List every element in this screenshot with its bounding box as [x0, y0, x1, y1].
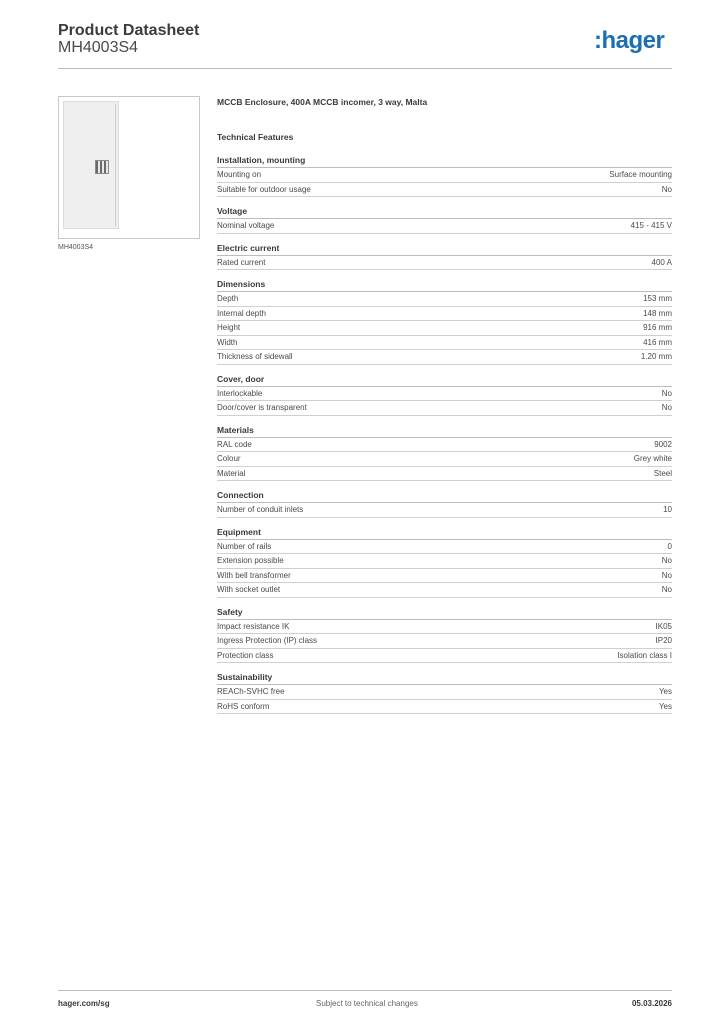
spec-label: Width	[217, 337, 238, 347]
spec-label: Door/cover is transparent	[217, 403, 307, 412]
feature-section	[217, 243, 672, 271]
product-code: MH4003S4	[58, 39, 139, 56]
door-lock-icon	[95, 160, 109, 174]
feature-section	[217, 279, 672, 365]
spec-row	[217, 554, 672, 569]
spec-value: No	[661, 556, 672, 565]
spec-label: Height	[217, 323, 241, 332]
spec-value: Grey white	[633, 454, 672, 463]
spec-value: IP20	[655, 636, 672, 645]
spec-row	[217, 438, 672, 453]
spec-label: Thickness of sidewall	[217, 352, 293, 361]
feature-section	[217, 672, 672, 714]
spec-value: No	[661, 403, 672, 412]
spec-label: With socket outlet	[217, 585, 281, 594]
spec-label: Interlockable	[217, 388, 263, 398]
spec-label: Ingress Protection (IP) class	[217, 636, 318, 645]
spec-label: Depth	[217, 294, 239, 303]
spec-label: Mounting on	[217, 170, 262, 179]
spec-row	[217, 685, 672, 700]
spec-value: No	[661, 388, 672, 398]
spec-value: 148 mm	[643, 308, 672, 318]
hager-logo	[594, 27, 664, 55]
footer-date: 05.03.2026	[631, 999, 672, 1008]
footer-website: hager.com/sg	[58, 999, 110, 1008]
spec-value: 10	[663, 505, 672, 514]
logo-mark: :	[594, 27, 602, 54]
feature-section	[217, 206, 672, 234]
spec-label: With bell transformer	[217, 570, 291, 580]
spec-label: Protection class	[217, 650, 274, 660]
section-title: Installation, mounting	[217, 155, 672, 168]
spec-row	[217, 292, 672, 307]
spec-value: 916 mm	[643, 323, 672, 332]
section-title: Materials	[217, 425, 672, 438]
spec-value: Yes	[658, 701, 672, 711]
feature-section	[217, 607, 672, 664]
spec-label: Number of conduit inlets	[217, 505, 304, 514]
section-title: Connection	[217, 490, 672, 503]
footer-notice: Subject to technical changes	[316, 999, 418, 1008]
section-title: Voltage	[217, 206, 672, 219]
technical-content	[217, 95, 672, 714]
feature-section	[217, 425, 672, 482]
spec-value: 0	[667, 541, 672, 551]
spec-label: Number of rails	[217, 541, 272, 551]
enclosure-illustration	[63, 101, 119, 229]
spec-row	[217, 387, 672, 402]
spec-value: No	[661, 585, 672, 594]
spec-row	[217, 452, 672, 467]
spec-value: Isolation class I	[617, 650, 672, 660]
spec-row	[217, 401, 672, 416]
spec-value: Yes	[658, 687, 672, 696]
spec-value: No	[661, 184, 672, 194]
spec-row	[217, 350, 672, 365]
spec-row	[217, 540, 672, 555]
section-title: Electric current	[217, 243, 672, 256]
door-hinge-line	[115, 104, 116, 226]
section-title: Dimensions	[217, 279, 672, 292]
section-title: Safety	[217, 607, 672, 620]
spec-value: 400 A	[651, 257, 672, 267]
spec-row	[217, 256, 672, 271]
spec-row	[217, 700, 672, 715]
spec-row	[217, 649, 672, 664]
spec-row	[217, 183, 672, 198]
spec-label: RoHS conform	[217, 701, 270, 711]
footer-divider	[58, 990, 672, 991]
spec-row	[217, 321, 672, 336]
spec-row	[217, 168, 672, 183]
spec-row	[217, 503, 672, 518]
section-title: Sustainability	[217, 672, 672, 685]
spec-value: Steel	[653, 468, 672, 478]
spec-value: No	[661, 570, 672, 580]
spec-value: 415 - 415 V	[630, 221, 672, 230]
spec-label: REACh-SVHC free	[217, 687, 285, 696]
spec-value: Surface mounting	[609, 170, 672, 179]
spec-row	[217, 569, 672, 584]
feature-sections	[217, 155, 672, 714]
spec-row	[217, 583, 672, 598]
product-image	[58, 96, 200, 239]
features-heading: Technical Features	[217, 132, 294, 142]
feature-section	[217, 527, 672, 598]
spec-label: Nominal voltage	[217, 221, 275, 230]
spec-label: Suitable for outdoor usage	[217, 184, 311, 194]
spec-label: Impact resistance IK	[217, 621, 290, 631]
section-title: Cover, door	[217, 374, 672, 387]
spec-value: 153 mm	[643, 294, 672, 303]
spec-label: Colour	[217, 454, 241, 463]
spec-row	[217, 307, 672, 322]
feature-section	[217, 155, 672, 197]
spec-row	[217, 336, 672, 351]
product-description: MCCB Enclosure, 400A MCCB incomer, 3 way, Malta	[217, 97, 428, 107]
section-title: Equipment	[217, 527, 672, 540]
spec-row	[217, 620, 672, 635]
logo-text: hager	[601, 27, 665, 54]
spec-row	[217, 467, 672, 482]
spec-label: Material	[217, 468, 246, 478]
spec-label: RAL code	[217, 439, 252, 449]
feature-section	[217, 374, 672, 416]
image-caption: MH4003S4	[58, 244, 94, 251]
spec-row	[217, 634, 672, 649]
spec-row	[217, 219, 672, 234]
spec-label: Extension possible	[217, 556, 284, 565]
spec-value: 9002	[654, 439, 672, 449]
feature-section	[217, 490, 672, 518]
spec-value: 1.20 mm	[640, 352, 672, 361]
spec-value: 416 mm	[643, 337, 672, 347]
spec-label: Internal depth	[217, 308, 266, 318]
spec-value: IK05	[655, 621, 672, 631]
page-title: Product Datasheet	[58, 22, 200, 39]
header-divider	[58, 68, 672, 69]
spec-label: Rated current	[217, 257, 266, 267]
